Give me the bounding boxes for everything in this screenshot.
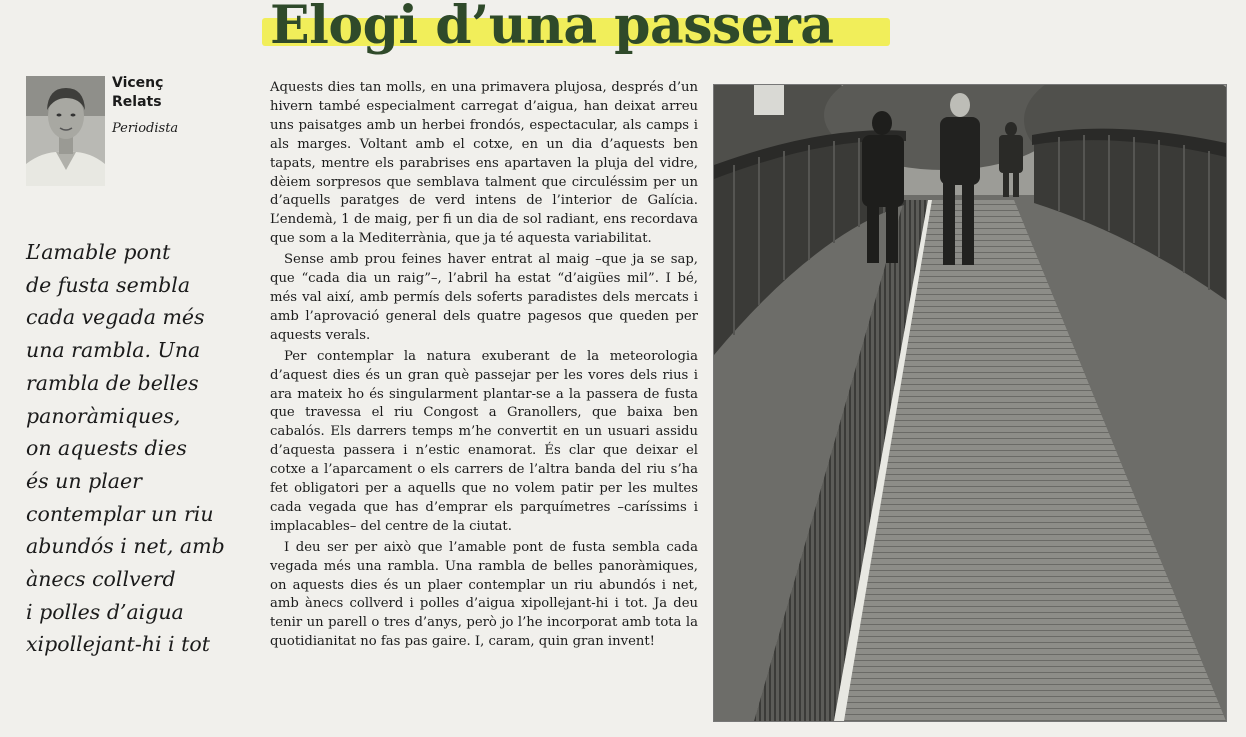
article-paragraph: I deu ser per això que l’amable pont de fusta sembla cada vegada més una rambla. Una rambla de belles panoràmiques, on aquests dies és un plaer contemplar un riu abundós i net, amb ànecs collverd i polles d’aigua xipollejant-hi i tot. Ja deu tenir un parell o tres d’anys, però jo l’he incorporat amb tota la quotidianitat no fas pas gaire. I, caram, quin gran invent! [270,539,698,650]
pull-quote-line: L’amable pont [26,240,171,264]
article-body [270,79,698,652]
bleed-through-top [900,2,1246,62]
author-name [112,74,163,112]
headline [262,0,902,58]
article-paragraph: Aquests dies tan molls, en una primavera plujosa, després d’un hivern també especialment carregat d’aigua, han deixat arreu uns paisatges amb un herbei frondós, espectacular, als camps i als marges. Voltant amb el cotxe, en un dia d’aquests ben tapats, mentre els parabrises ens apartaven la pluja del vidre, dèiem sorpresos que semblava talment que circuléssim per un d’aquells paratges de verd intens de l’interior de Galícia. L’endemà, 1 de maig, per fi un dia de sol radiant, ens recordava que som a la Mediterrània, que ja té aquesta variabilitat. [270,80,698,247]
pull-quote-line: una rambla. Una [26,338,201,363]
pull-quote-line: panoràmiques, [26,403,181,428]
author-first-name: Vicenç [112,75,164,91]
author-portrait-icon [26,76,105,186]
pull-quote-line: on aquests dies [26,436,187,461]
pull-quote-line: ànecs collverd [26,567,176,592]
bridge-photo [713,84,1227,722]
article-paragraph: Sense amb prou feines haver entrat al maig –que ja se sap, que “cada dia un raig”–, l’abril ha estat “d’aigües mil”. I bé, més val així, amb permís dels soferts paradistes dels mercats i amb l’aprovació general dels quatre pagesos que queden per aquests verals. [270,252,698,343]
pull-quote [26,236,256,661]
pull-quote-line: abundós i net, amb [26,534,225,559]
pull-quote-line: i polles d’aigua [26,599,184,624]
headline-text: Elogi d’una passera [270,0,834,56]
pull-quote-line: contemplar un riu [26,501,214,526]
pull-quote-line: és un plaer [26,468,142,493]
author-last-name: Relats [112,94,162,110]
pull-quote-line: cada vegada més [26,305,205,330]
footbridge-photo-icon [714,85,1226,721]
bleed-through-left [0,150,24,670]
author-photo [26,76,105,186]
pull-quote-line: xipollejant-hi i tot [26,632,210,657]
pull-quote-line: rambla de belles [26,370,199,395]
author-role: Periodista [112,121,179,136]
pull-quote-line: de fusta sembla [26,272,191,297]
article-paragraph: Per contemplar la natura exuberant de la meteorologia d’aquest dies és un gran què passejar per les vores dels rius i ara mateix ho és singularment plantar-se a la passera de fusta que travessa el riu Congost a Granollers, que baixa ben cabalós. Els darrers temps m’he convertit en un usuari assidu d’aquesta passera i n’estic enamorat. És clar que deixar el cotxe a l’aparcament o els carrers de l’altra banda del riu s’ha fet obligatori per a aquells que no volem patir per les multes cada vegada que has d’emprar els parquímetres –caríssims i implacables– del centre de la ciutat. [270,348,698,534]
